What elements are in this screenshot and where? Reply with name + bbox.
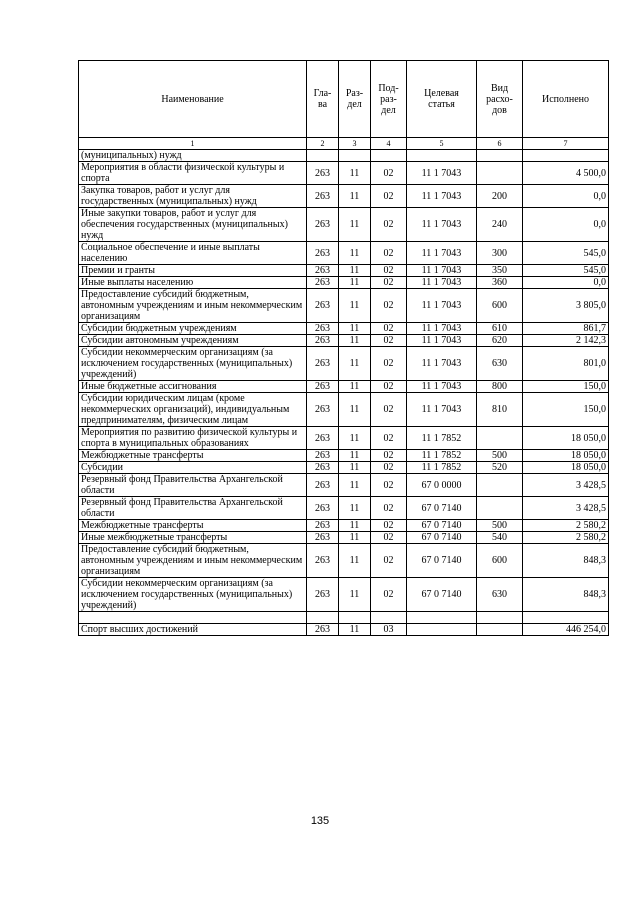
table-row: [79, 497, 609, 520]
cell-statya: 67 0 7140: [407, 497, 477, 520]
cell-statya: 67 0 7140: [407, 520, 477, 532]
cell-vid: [477, 427, 523, 450]
cell-name: Субсидии: [79, 462, 307, 474]
cell-name: Закупка товаров, работ и услуг для государственных (муниципальных) нужд: [79, 185, 307, 208]
cell-amount: 801,0: [523, 347, 609, 381]
cell-glava: 263: [307, 474, 339, 497]
table-row: [79, 162, 609, 185]
cell-vid: 610: [477, 323, 523, 335]
cell-statya: 11 1 7043: [407, 162, 477, 185]
cell-podrazdel: 02: [371, 532, 407, 544]
table-row: [79, 612, 609, 624]
col-num-3: 3: [339, 138, 371, 150]
cell-amount: 2 580,2: [523, 520, 609, 532]
table-row: [79, 544, 609, 578]
cell-vid: [477, 150, 523, 162]
cell-amount: 0,0: [523, 208, 609, 242]
cell-podrazdel: 03: [371, 624, 407, 636]
cell-amount: 3 805,0: [523, 289, 609, 323]
cell-glava: 263: [307, 497, 339, 520]
header-vid: Вид расхо- дов: [477, 61, 523, 138]
col-num-4: 4: [371, 138, 407, 150]
cell-vid: [477, 497, 523, 520]
cell-podrazdel: 02: [371, 381, 407, 393]
cell-amount: 848,3: [523, 544, 609, 578]
cell-razdel: 11: [339, 208, 371, 242]
table-row: [79, 335, 609, 347]
cell-name: Резервный фонд Правительства Архангельской области: [79, 497, 307, 520]
cell-name: Мероприятия по развитию физической культуры и спорта в муниципальных образованиях: [79, 427, 307, 450]
table-row: [79, 150, 609, 162]
cell-razdel: 11: [339, 265, 371, 277]
cell-vid: 350: [477, 265, 523, 277]
cell-glava: 263: [307, 323, 339, 335]
cell-podrazdel: 02: [371, 289, 407, 323]
cell-razdel: 11: [339, 323, 371, 335]
table-row: [79, 462, 609, 474]
cell-statya: 11 1 7043: [407, 393, 477, 427]
table-row: [79, 323, 609, 335]
cell-statya: 11 1 7852: [407, 427, 477, 450]
cell-razdel: 11: [339, 185, 371, 208]
cell-podrazdel: 02: [371, 208, 407, 242]
cell-podrazdel: 02: [371, 265, 407, 277]
cell-vid: 600: [477, 289, 523, 323]
cell-podrazdel: 02: [371, 347, 407, 381]
table-row: [79, 381, 609, 393]
cell-statya: 11 1 7043: [407, 347, 477, 381]
col-num-7: 7: [523, 138, 609, 150]
cell-razdel: 11: [339, 393, 371, 427]
cell-statya: 11 1 7852: [407, 462, 477, 474]
cell-statya: [407, 150, 477, 162]
header-podrazdel: Под- раз- дел: [371, 61, 407, 138]
cell-razdel: 11: [339, 381, 371, 393]
header-glava: Гла- ва: [307, 61, 339, 138]
table-row: [79, 427, 609, 450]
cell-amount: 18 050,0: [523, 462, 609, 474]
cell-name: Предоставление субсидий бюджетным, автономным учреждениям и иным некоммерческим организациям: [79, 544, 307, 578]
cell-podrazdel: 02: [371, 323, 407, 335]
cell-statya: 11 1 7043: [407, 242, 477, 265]
cell-amount: 150,0: [523, 381, 609, 393]
cell-amount: 545,0: [523, 242, 609, 265]
cell-glava: 263: [307, 450, 339, 462]
cell-statya: 11 1 7043: [407, 277, 477, 289]
table-row: [79, 393, 609, 427]
cell-glava: 263: [307, 624, 339, 636]
cell-podrazdel: 02: [371, 162, 407, 185]
cell-razdel: 11: [339, 624, 371, 636]
cell-vid: 500: [477, 520, 523, 532]
cell-podrazdel: 02: [371, 544, 407, 578]
cell-razdel: 11: [339, 277, 371, 289]
header-statya: Целевая статья: [407, 61, 477, 138]
cell-amount: 0,0: [523, 185, 609, 208]
cell-name: (муниципальных) нужд: [79, 150, 307, 162]
cell-glava: 263: [307, 265, 339, 277]
cell-glava: 263: [307, 162, 339, 185]
cell-statya: 67 0 7140: [407, 544, 477, 578]
cell-name: Межбюджетные трансферты: [79, 450, 307, 462]
cell-statya: [407, 624, 477, 636]
cell-statya: 11 1 7043: [407, 265, 477, 277]
cell-vid: [477, 612, 523, 624]
cell-podrazdel: 02: [371, 242, 407, 265]
cell-vid: [477, 624, 523, 636]
cell-podrazdel: 02: [371, 578, 407, 612]
header-razdel: Раз- дел: [339, 61, 371, 138]
cell-statya: 11 1 7043: [407, 323, 477, 335]
cell-razdel: 11: [339, 242, 371, 265]
col-num-1: 1: [79, 138, 307, 150]
cell-razdel: 11: [339, 335, 371, 347]
cell-amount: 150,0: [523, 393, 609, 427]
cell-name: Иные бюджетные ассигнования: [79, 381, 307, 393]
cell-amount: 4 500,0: [523, 162, 609, 185]
cell-razdel: 11: [339, 532, 371, 544]
cell-razdel: 11: [339, 450, 371, 462]
cell-statya: [407, 612, 477, 624]
cell-vid: 520: [477, 462, 523, 474]
cell-amount: 18 050,0: [523, 450, 609, 462]
cell-name: Премии и гранты: [79, 265, 307, 277]
cell-vid: [477, 474, 523, 497]
table-row: [79, 277, 609, 289]
cell-vid: 240: [477, 208, 523, 242]
cell-razdel: 11: [339, 289, 371, 323]
table-row: [79, 474, 609, 497]
cell-podrazdel: 02: [371, 462, 407, 474]
table-row: [79, 242, 609, 265]
col-num-5: 5: [407, 138, 477, 150]
header-row: [79, 61, 609, 138]
cell-vid: 200: [477, 185, 523, 208]
cell-razdel: 11: [339, 347, 371, 381]
cell-name: Субсидии юридическим лицам (кроме некоммерческих организаций), индивидуальным предпринимателям, физическим лицам: [79, 393, 307, 427]
cell-statya: 11 1 7852: [407, 450, 477, 462]
cell-name: Иные закупки товаров, работ и услуг для обеспечения государственных (муниципальных) нужд: [79, 208, 307, 242]
cell-statya: 67 0 0000: [407, 474, 477, 497]
cell-glava: 263: [307, 242, 339, 265]
cell-vid: 300: [477, 242, 523, 265]
cell-razdel: 11: [339, 427, 371, 450]
cell-glava: 263: [307, 208, 339, 242]
cell-amount: 861,7: [523, 323, 609, 335]
cell-podrazdel: 02: [371, 450, 407, 462]
cell-amount: [523, 150, 609, 162]
cell-name: Иные межбюджетные трансферты: [79, 532, 307, 544]
cell-statya: 67 0 7140: [407, 578, 477, 612]
cell-amount: 2 580,2: [523, 532, 609, 544]
table-row: [79, 532, 609, 544]
cell-amount: 18 050,0: [523, 427, 609, 450]
cell-statya: 67 0 7140: [407, 532, 477, 544]
cell-vid: 800: [477, 381, 523, 393]
cell-vid: 360: [477, 277, 523, 289]
cell-glava: 263: [307, 544, 339, 578]
cell-vid: 540: [477, 532, 523, 544]
table-row: [79, 347, 609, 381]
cell-name: Субсидии некоммерческим организациям (за исключением государственных (муниципальных) учреждений): [79, 347, 307, 381]
table-row: [79, 289, 609, 323]
cell-razdel: 11: [339, 474, 371, 497]
cell-razdel: [339, 150, 371, 162]
col-num-2: 2: [307, 138, 339, 150]
cell-glava: 263: [307, 393, 339, 427]
cell-name: Субсидии бюджетным учреждениям: [79, 323, 307, 335]
cell-amount: [523, 612, 609, 624]
table-row: [79, 520, 609, 532]
cell-glava: 263: [307, 347, 339, 381]
cell-statya: 11 1 7043: [407, 289, 477, 323]
cell-vid: 630: [477, 578, 523, 612]
cell-podrazdel: 02: [371, 393, 407, 427]
cell-podrazdel: 02: [371, 335, 407, 347]
cell-glava: 263: [307, 578, 339, 612]
cell-razdel: 11: [339, 462, 371, 474]
table-row: [79, 578, 609, 612]
cell-podrazdel: 02: [371, 474, 407, 497]
cell-podrazdel: 02: [371, 277, 407, 289]
col-num-6: 6: [477, 138, 523, 150]
table-row: [79, 450, 609, 462]
table-row: [79, 624, 609, 636]
cell-name: Иные выплаты населению: [79, 277, 307, 289]
cell-razdel: 11: [339, 578, 371, 612]
cell-podrazdel: [371, 612, 407, 624]
cell-amount: 3 428,5: [523, 474, 609, 497]
cell-glava: 263: [307, 532, 339, 544]
cell-vid: 620: [477, 335, 523, 347]
header-amount: Исполнено: [523, 61, 609, 138]
cell-podrazdel: [371, 150, 407, 162]
cell-glava: 263: [307, 381, 339, 393]
cell-glava: 263: [307, 462, 339, 474]
cell-glava: 263: [307, 185, 339, 208]
cell-name: Предоставление субсидий бюджетным, автономным учреждениям и иным некоммерческим организациям: [79, 289, 307, 323]
cell-glava: 263: [307, 277, 339, 289]
cell-glava: [307, 612, 339, 624]
cell-razdel: 11: [339, 520, 371, 532]
table-row: [79, 185, 609, 208]
cell-amount: 2 142,3: [523, 335, 609, 347]
table-row: [79, 208, 609, 242]
cell-name: Мероприятия в области физической культуры и спорта: [79, 162, 307, 185]
cell-glava: [307, 150, 339, 162]
cell-podrazdel: 02: [371, 185, 407, 208]
cell-name: Резервный фонд Правительства Архангельской области: [79, 474, 307, 497]
cell-statya: 11 1 7043: [407, 381, 477, 393]
cell-name: Субсидии автономным учреждениям: [79, 335, 307, 347]
cell-razdel: [339, 612, 371, 624]
cell-vid: 630: [477, 347, 523, 381]
cell-glava: 263: [307, 335, 339, 347]
cell-name: [79, 612, 307, 624]
cell-razdel: 11: [339, 497, 371, 520]
page-number: 135: [310, 815, 330, 827]
cell-vid: 810: [477, 393, 523, 427]
table-body: [79, 150, 609, 636]
cell-glava: 263: [307, 520, 339, 532]
table-row: [79, 265, 609, 277]
cell-amount: 446 254,0: [523, 624, 609, 636]
cell-statya: 11 1 7043: [407, 185, 477, 208]
cell-vid: [477, 162, 523, 185]
cell-name: Субсидии некоммерческим организациям (за исключением государственных (муниципальных) учреждений): [79, 578, 307, 612]
cell-name: Социальное обеспечение и иные выплаты населению: [79, 242, 307, 265]
header-name: Наименование: [79, 61, 307, 138]
cell-razdel: 11: [339, 544, 371, 578]
cell-podrazdel: 02: [371, 497, 407, 520]
budget-execution-table: [78, 60, 609, 636]
cell-vid: 600: [477, 544, 523, 578]
cell-glava: 263: [307, 427, 339, 450]
cell-name: Спорт высших достижений: [79, 624, 307, 636]
cell-glava: 263: [307, 289, 339, 323]
cell-amount: 0,0: [523, 277, 609, 289]
cell-name: Межбюджетные трансферты: [79, 520, 307, 532]
cell-amount: 545,0: [523, 265, 609, 277]
cell-amount: 3 428,5: [523, 497, 609, 520]
cell-statya: 11 1 7043: [407, 208, 477, 242]
cell-vid: 500: [477, 450, 523, 462]
cell-podrazdel: 02: [371, 427, 407, 450]
cell-razdel: 11: [339, 162, 371, 185]
cell-amount: 848,3: [523, 578, 609, 612]
cell-podrazdel: 02: [371, 520, 407, 532]
cell-statya: 11 1 7043: [407, 335, 477, 347]
column-number-row: [79, 138, 609, 150]
